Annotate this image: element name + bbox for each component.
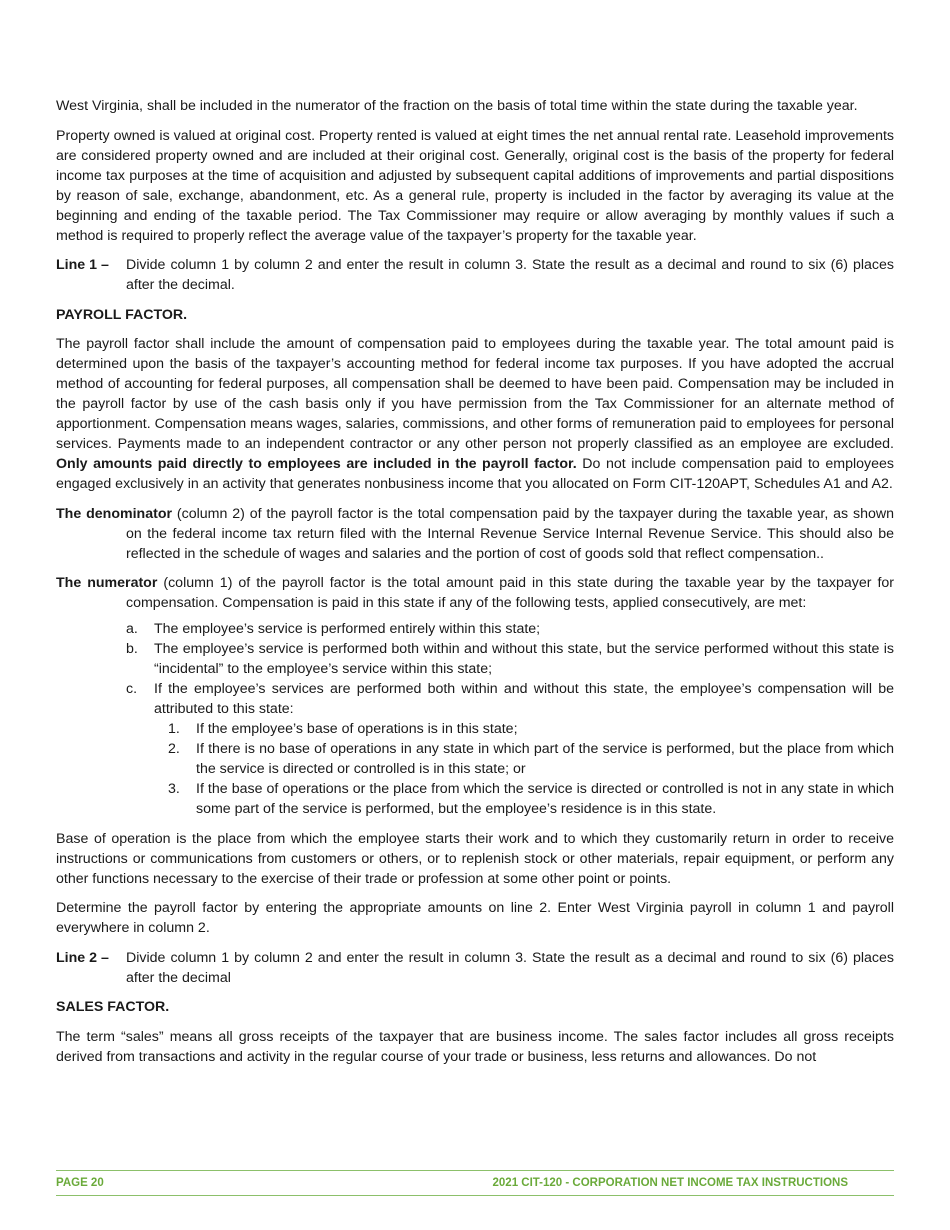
- intro-paragraph: West Virginia, shall be included in the numerator of the fraction on the basis of total time within the state during the taxable year.: [56, 98, 858, 114]
- line-1-label: Line 1 –: [56, 257, 109, 273]
- sales-factor-heading: SALES FACTOR.: [56, 999, 170, 1015]
- payroll-bold-text: Only amounts paid directly to employees are included in the payroll factor.: [56, 456, 577, 472]
- document-body: [56, 96, 894, 1076]
- property-paragraph: Property owned is valued at original cost. Property rented is valued at eight times the net annual rental rate. Leasehold improvements are considered property owned and are included at their original cost. Generally, original cost is the basis of the property for federal income tax purposes at the time of acquisition and adjusted by subsequent capital additions of improvements and partial dispositions by reason of sale, exchange, abandonment, etc. As a general rule, property is included in the factor by averaging its value at the beginning and ending of the taxable period. The Tax Commissioner may require or allow averaging by monthly values if such a method is required to properly reflect the average value of the taxpayer’s property for the taxable year.: [56, 127, 894, 244]
- tests-list: [126, 619, 894, 719]
- denominator-paragraph: [56, 504, 894, 564]
- list-marker: 2.: [168, 741, 180, 757]
- determine-paragraph: Determine the payroll factor by entering the appropriate amounts on line 2. Enter West Virginia payroll in column 1 and payroll everywhere in column 2.: [56, 900, 894, 936]
- payroll-text-a: The payroll factor shall include the amount of compensation paid to employees during the taxable year. The total amount paid is determined upon the basis of the taxpayer’s accounting method for federal income tax purposes. If you have adopted the accrual method of accounting for federal purposes, all compensation shall be deemed to have been paid. Compensation may be included in the payroll factor by use of the cash basis only if you have permission from the Tax Commissioner for an alternate method of apportionment. Compensation means wages, salaries, commissions, and other forms of remuneration paid to employees for personal services. Payments made to an independent contractor or any other person not properly classified as an employee are excluded.: [56, 336, 894, 452]
- list-item: [168, 719, 894, 739]
- list-item: [126, 639, 894, 679]
- payroll-factor-heading: PAYROLL FACTOR.: [56, 306, 188, 323]
- document-title: 2021 CIT-120 - CORPORATION NET INCOME TAX INSTRUCTIONS: [492, 1177, 848, 1189]
- base-of-operation-paragraph: Base of operation is the place from which the employee starts their work and to which they customarily return in order to receive instructions or communications from customers or others, or to replenish stock or other materials, repair equipment, or perform any other functions necessary to the exercise of their trade or profession at some other point or points.: [56, 830, 894, 887]
- list-item: [168, 779, 894, 819]
- list-text: The employee’s service is performed both within and without this state, but the service performed without this state is “incidental” to the employee’s service within this state;: [154, 641, 894, 677]
- payroll-text-b: Do not include compensation paid to employees engaged exclusively in an activity that generates nonbusiness income that you allocated on Form CIT-120APT, Schedules A1 and A2.: [56, 456, 894, 492]
- page-number: PAGE 20: [56, 1177, 104, 1189]
- list-text: If the employee’s base of operations is in this state;: [196, 721, 518, 737]
- line-2-instruction: [56, 948, 894, 988]
- list-marker: 1.: [168, 721, 180, 737]
- denominator-term: The denominator: [56, 505, 173, 522]
- list-text: If the employee’s services are performed both within and without this state, the employee’s compensation will be attributed to this state:: [154, 681, 894, 717]
- list-text: The employee’s service is performed entirely within this state;: [154, 621, 541, 637]
- list-text: If the base of operations or the place from which the service is directed or controlled is not in any state in which some part of the service is performed, but the employee’s residence is in this state.: [196, 781, 894, 817]
- list-item: [168, 739, 894, 779]
- sales-paragraph: The term “sales” means all gross receipts of the taxpayer that are business income. The sales factor includes all gross receipts derived from transactions and activity in the regular course of your trade or business, less returns and allowances. Do not: [56, 1028, 894, 1065]
- numerator-term: The numerator: [56, 575, 158, 591]
- list-item: [126, 619, 894, 639]
- subtests-list: [168, 719, 894, 819]
- line-1-text: Divide column 1 by column 2 and enter the result in column 3. State the result as a decimal and round to six (6) places after the decimal.: [126, 257, 894, 293]
- payroll-paragraph: [56, 334, 894, 494]
- line-1-instruction: [56, 255, 894, 295]
- page-footer: [56, 1170, 894, 1196]
- list-item: [126, 679, 894, 719]
- numerator-paragraph: [56, 573, 894, 613]
- list-marker: a.: [126, 621, 138, 637]
- numerator-text: (column 1) of the payroll factor is the total amount paid in this state during the taxable year by the taxpayer for compensation. Compensation is paid in this state if any of the following tests, applied consecutively, are met:: [126, 575, 894, 611]
- line-2-text: Divide column 1 by column 2 and enter the result in column 3. State the result as a decimal and round to six (6) places after the decimal: [126, 949, 894, 986]
- denominator-text: (column 2) of the payroll factor is the total compensation paid by the taxpayer during the taxable year, as shown on the federal income tax return filed with the Internal Revenue Service Internal Revenue Service. This should also be reflected in the schedule of wages and salaries and the portion of cost of goods sold that reflect compensation..: [126, 505, 894, 562]
- list-marker: 3.: [168, 781, 180, 797]
- list-text: If there is no base of operations in any state in which part of the service is performed, but the place from which the service is directed or controlled is in this state; or: [196, 741, 894, 777]
- line-2-label: Line 2 –: [56, 949, 109, 966]
- list-marker: b.: [126, 641, 138, 657]
- list-marker: c.: [126, 681, 138, 697]
